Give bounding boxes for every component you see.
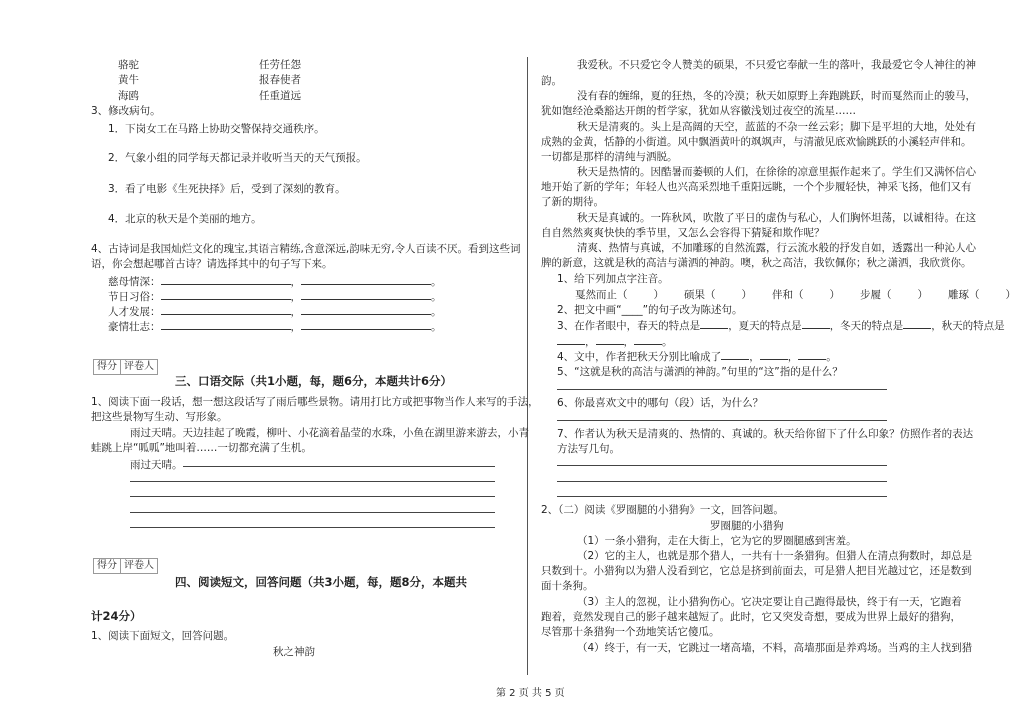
answer-blank[interactable] [301, 319, 431, 330]
question-3-cont: ， ， 。 [557, 334, 673, 349]
article-line: 一切都是那样的清纯与洒脱。 [541, 151, 678, 163]
poem-row: 慈母情深： ， 。 [108, 276, 442, 288]
question-4-line: 语，你会想起哪首古诗？请选择其中的句子写下来。 [91, 258, 333, 270]
article-line: 自自然然爽爽快快的季节里，又怎么会容得下猜疑和欺作呢？ [541, 227, 825, 239]
answer-line[interactable] [557, 465, 887, 466]
question-4: 4、文中，作者把秋天分别比喻成了 ， ， 。 [557, 351, 837, 363]
reading-question-1: 1、阅读下面短文，回答问题。 [91, 630, 235, 642]
pair-a: 海鸥 [118, 90, 139, 102]
pinyin-row: 戛然而止（ ） 硕果（ ） 伴和（ ） 步履（ ） 雕琢（ ） [575, 289, 1016, 301]
page-footer: 第 2 页 共 5 页 [496, 688, 565, 699]
sentence-item: 1．下岗女工在马路上协助交警保持交通秩序。 [108, 123, 325, 135]
answer-blank[interactable] [798, 349, 826, 360]
answer-line[interactable] [130, 512, 495, 513]
question-7-line: 7、作者认为秋天是清爽的、热情的、真诚的。秋天给你留下了什么印象？仿照作者的表达 [557, 428, 974, 440]
question-2: 2、把文中画“____”的句子改为陈述句。 [557, 304, 743, 316]
answer-line[interactable] [557, 420, 887, 421]
article-line: 了新的期待。 [541, 196, 604, 208]
article-line: 韵。 [541, 75, 562, 87]
story-line: 跑着，竟然发现自己的影子越来越短了。此时，它又突发奇想，要成为世界上最好的猎狗， [541, 611, 961, 623]
section-3-title: 三、口语交际（共1小题，每，题6分，本题共计6分） [175, 374, 453, 388]
section-4-title: 四、阅读短文，回答问题（共3小题，每，题8分，本题共 [175, 575, 468, 589]
story-line: 面十条狗。 [541, 580, 594, 592]
article-line: 犹如饱经沧桑豁达开朗的哲学家，犹如从容徽浅划过夜空的流星…… [541, 105, 856, 117]
column-divider [527, 57, 528, 675]
pair-b: 任劳任怨 [259, 59, 301, 71]
answer-blank[interactable] [161, 319, 291, 330]
sentence-item: 3．看了电影《生死抉择》后，受到了深刻的教育。 [108, 183, 346, 195]
answer-line[interactable] [557, 389, 887, 390]
article-line: 脾的新意，这就是秋的高洁与潇洒的神韵。噢，秋之高洁，我钦佩你；秋之潇洒，我欣赏你。 [541, 257, 972, 269]
story-line: 尽管那十条猎狗一个劲地笑话它傻瓜。 [541, 626, 720, 638]
answer-label: 雨过天晴。 [130, 459, 183, 471]
question-7-line: 方法写几句。 [557, 443, 620, 455]
sentence-item: 4．北京的秋天是个美丽的地方。 [108, 213, 262, 225]
answer-blank[interactable] [760, 349, 788, 360]
oral-question-line: 把这些景物写生动、写形象。 [91, 411, 228, 423]
sentence-item: 2．气象小组的同学每天都记录并收听当天的天气预报。 [108, 152, 367, 164]
score-box: 得分 评卷人 [93, 359, 158, 375]
article-line: 秋天是清爽的。头上是高阔的天空，蓝蓝的不杂一丝云彩；脚下是平坦的大地，处处有 [577, 121, 976, 133]
score-box: 得分 评卷人 [93, 558, 158, 574]
pair-b: 任重道远 [259, 90, 301, 102]
answer-blank[interactable] [903, 318, 931, 329]
answer-blank[interactable] [721, 349, 749, 360]
article-line: 成熟的金黄，恬静的小街道。风中飘酒黄叶的飒飒声，与清澈见底欢愉跳跃的小溪轻声伴和。 [541, 136, 972, 148]
answer-blank[interactable] [802, 318, 830, 329]
article-line: 秋天是热情的。因酷暑而萎顿的人们，在徐徐的凉意里振作起来了。学生们又满怀信心 [577, 166, 976, 178]
story-line: （1）一条小猎狗，走在大街上，它为它的罗圈腿感到害羞。 [577, 535, 857, 547]
answer-blank[interactable] [161, 304, 291, 315]
article-line: 清爽、热情与真诚，不加雕琢的自然流露，行云流水般的抒发自如，透露出一种沁人心 [577, 242, 976, 254]
answer-blank[interactable] [301, 289, 431, 300]
question-1: 1、给下列加点字注音。 [557, 273, 669, 285]
answer-line[interactable] [130, 527, 495, 528]
article-line: 地开始了新的学年；年轻人也兴高采烈地千重阳远眺，一个个步履轻快，神采飞扬，他们又有 [541, 181, 972, 193]
answer-blank[interactable] [301, 304, 431, 315]
question-3-title: 3、修改病句。 [91, 105, 161, 117]
answer-blank[interactable] [161, 289, 291, 300]
pair-a: 黄牛 [118, 74, 139, 86]
oral-passage-line: 雨过天晴。天边挂起了晚霞，柳叶、小花滴着晶莹的水珠，小鱼在湖里游来游去，小青 [130, 427, 529, 439]
article-line: 没有春的缠绵，夏的狂热，冬的冷漠；秋天如原野上奔跑跳跃，时而戛然而止的骏马， [577, 90, 976, 102]
question-4-line: 4、古诗词是我国灿烂文化的瑰宝,其语言精练,含意深远,韵味无穷,令人百读不厌。看到这些词 [91, 243, 521, 255]
question-3: 3、在作者眼中，春天的特点是 ，夏天的特点是 ，冬天的特点是 ，秋天的特点是 [557, 320, 1005, 332]
poem-row: 节日习俗： ， 。 [108, 291, 442, 303]
article-line: 我爱秋。不只爱它令人赞美的硕果，不只爱它奉献一生的落叶，我最爱它令人神往的神 [577, 59, 976, 71]
answer-blank[interactable] [596, 334, 624, 345]
reading-question-2: 2、（二）阅读《罗圈腿的小猎狗》一文，回答问题。 [541, 504, 784, 516]
answer-blank[interactable] [634, 334, 662, 345]
answer-blank[interactable] [301, 274, 431, 285]
answer-line[interactable] [183, 466, 495, 467]
story-line: （2）它的主人，也就是那个猎人，一共有十一条猎狗。但猎人在清点狗数时，却总是 [577, 550, 973, 562]
answer-blank[interactable] [161, 274, 291, 285]
answer-line[interactable] [130, 496, 495, 497]
poem-row: 豪情壮志： ， 。 [108, 321, 442, 333]
answer-line[interactable] [557, 496, 887, 497]
question-6: 6、你最喜欢文中的哪句（段）话，为什么？ [557, 397, 764, 409]
answer-blank[interactable] [557, 334, 585, 345]
answer-blank[interactable] [700, 318, 728, 329]
story-line: （4）终于，有一天，它跳过一堵高墙，不料，高墙那面是养鸡场。当鸡的主人找到猎 [577, 642, 973, 654]
answer-line[interactable] [557, 481, 887, 482]
article-title: 秋之神韵 [273, 646, 315, 658]
poem-row: 人才发展： ， 。 [108, 306, 442, 318]
pair-a: 骆驼 [118, 59, 139, 71]
section-4-title-cont: 计24分） [91, 609, 142, 623]
pair-b: 报春使者 [259, 74, 301, 86]
oral-passage-line: 蛙跳上岸“呱呱”地叫着……一切都充满了生机。 [91, 442, 312, 454]
article-line: 秋天是真诚的。一阵秋风，吹散了平日的虚伪与私心，人们胸怀坦荡，以诚相待。在这 [577, 212, 976, 224]
story-line: （3）主人的忽视，让小猎狗伤心。它决定要让自己跑得最快，终于有一天，它跑着 [577, 596, 962, 608]
story-line: 只数到十。小猎狗以为猎人没看到它，它总是挤到前面去，可是猎人把目光越过它，还是数到 [541, 565, 972, 577]
story-title: 罗圈腿的小猎狗 [710, 520, 784, 532]
answer-line[interactable] [130, 481, 495, 482]
oral-question-line: 1、阅读下面一段话，想一想这段话写了雨后哪些景物。请用打比方或把事物当作人来写的手法， [91, 396, 539, 408]
question-5: 5、“这就是秋的高洁与潇洒的神韵。”句里的“这”指的是什么？ [557, 366, 843, 378]
